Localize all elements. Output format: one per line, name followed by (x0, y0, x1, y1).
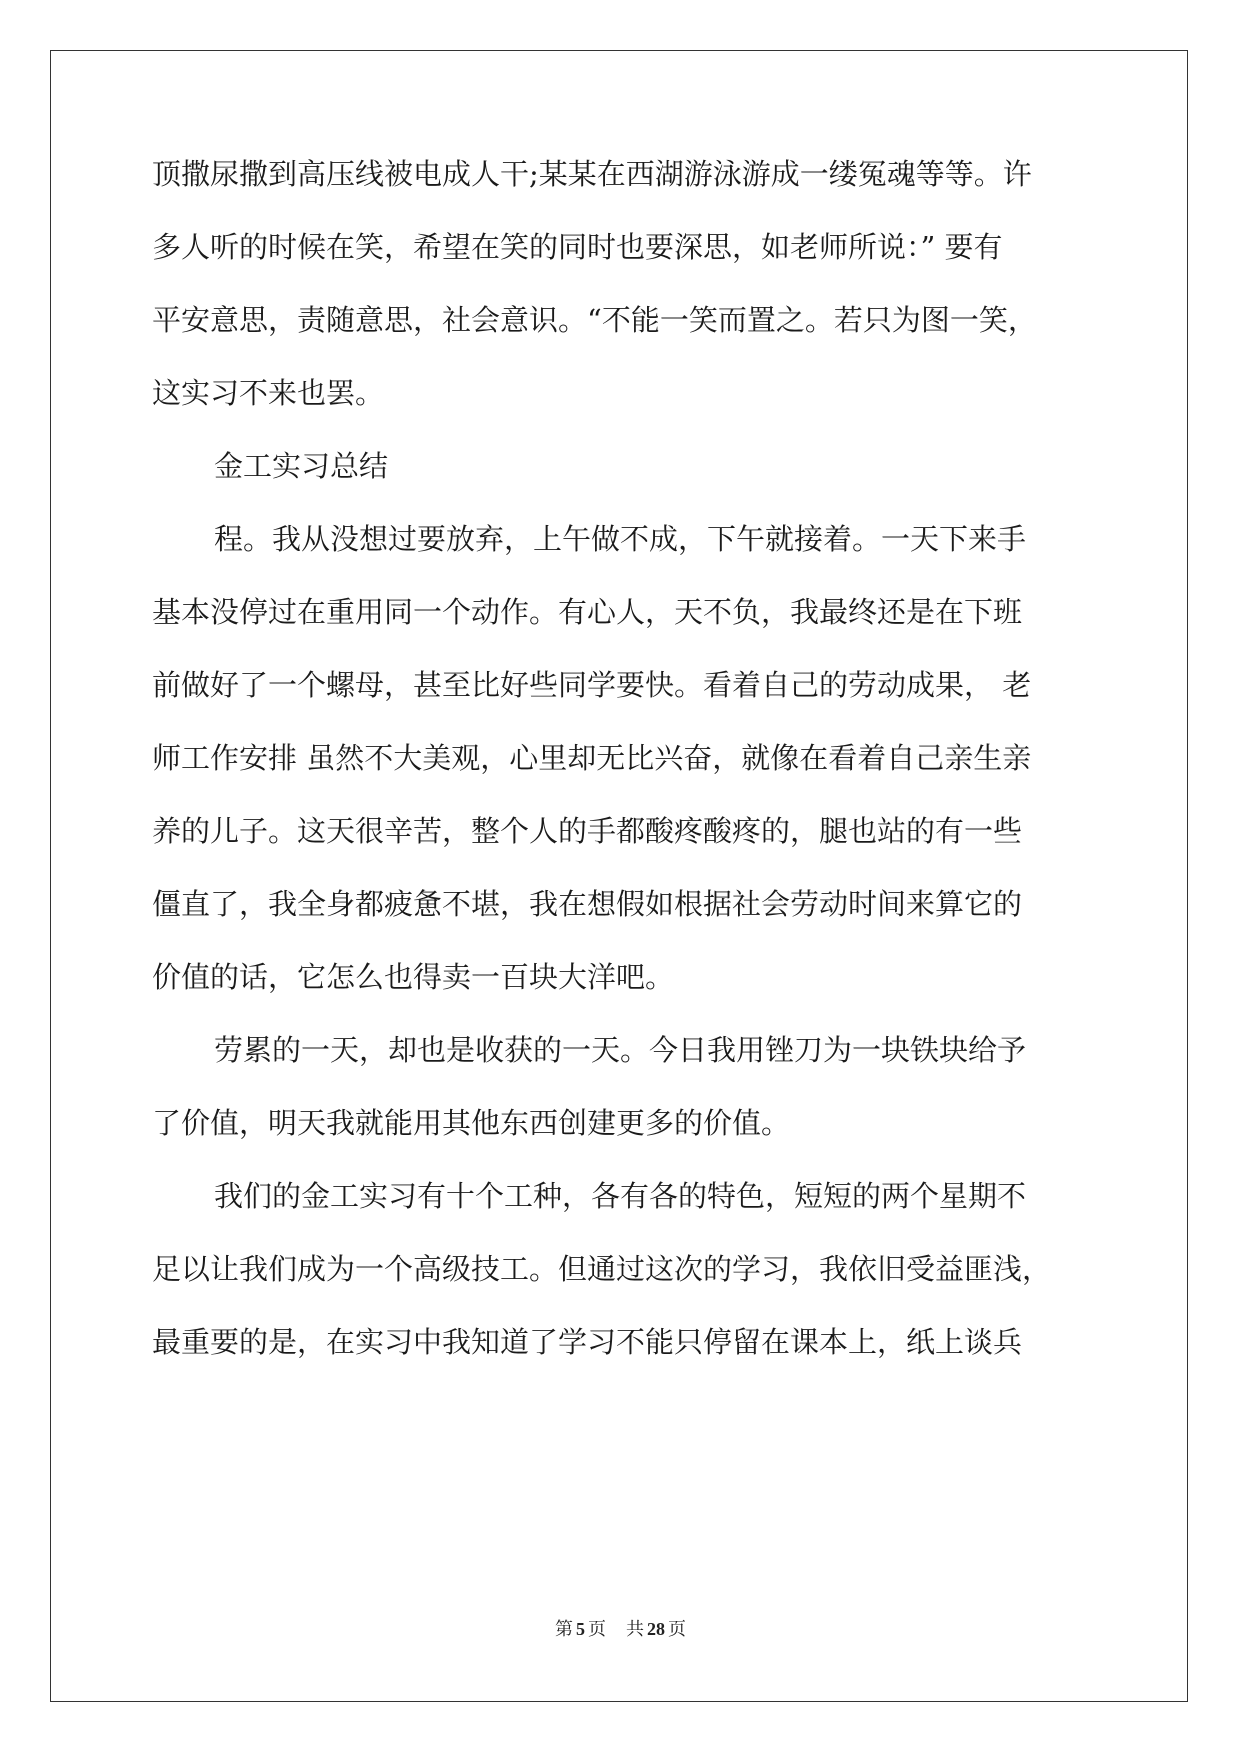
footer-prefix: 第 (555, 1619, 573, 1639)
text-line: 顶撒尿撒到高压线被电成人干;某某在西湖游泳游成一缕冤魂等等。许 (152, 157, 1032, 191)
text-line: 程。我从没想过要放弃，上午做不成，下午就接着。一天下来手 (214, 522, 1027, 556)
page-footer (0, 1615, 1241, 1641)
text-line: 价值的话，它怎么也得卖一百块大洋吧。 (152, 960, 675, 994)
text-line: 劳累的一天，却也是收获的一天。今日我用锉刀为一块铁块给予 (214, 1033, 1027, 1067)
text-line: 师工作安排 虽然不大美观，心里却无比兴奋，就像在看着自己亲生亲 (152, 741, 1032, 775)
text-line: 多人听的时候在笑，希望在笑的同时也要深思，如老师所说：” 要有 (152, 230, 1003, 264)
footer-total-prefix: 共 (626, 1619, 644, 1639)
text-line: 这实习不来也罢。 (152, 376, 385, 410)
text-line: 基本没停过在重用同一个动作。有心人，天不负，我最终还是在下班 (152, 595, 1023, 629)
footer-page-suffix: 页 (588, 1619, 606, 1639)
text-line: 最重要的是，在实习中我知道了学习不能只停留在课本上，纸上谈兵 (152, 1325, 1023, 1359)
text-line: 了价值，明天我就能用其他东西创建更多的价值。 (152, 1106, 791, 1140)
section-heading: 金工实习总结 (214, 449, 389, 483)
text-line: 前做好了一个螺母，甚至比好些同学要快。看着自己的劳动成果， 老 (152, 668, 1032, 702)
total-pages: 28 (647, 1619, 665, 1639)
text-line: 养的儿子。这天很辛苦，整个人的手都酸疼酸疼的，腿也站的有一些 (152, 814, 1023, 848)
text-line: 足以让我们成为一个高级技工。但通过这次的学习，我依旧受益匪浅， (152, 1252, 1052, 1286)
text-line: 平安意思，责随意思，社会意识。“不能一笑而置之。若只为图一笑， (152, 303, 1037, 337)
footer-total-suffix: 页 (668, 1619, 686, 1639)
page-number: 5 (576, 1619, 585, 1639)
text-line: 僵直了，我全身都疲惫不堪，我在想假如根据社会劳动时间来算它的 (152, 887, 1023, 921)
text-line: 我们的金工实习有十个工种，各有各的特色，短短的两个星期不 (214, 1179, 1027, 1213)
